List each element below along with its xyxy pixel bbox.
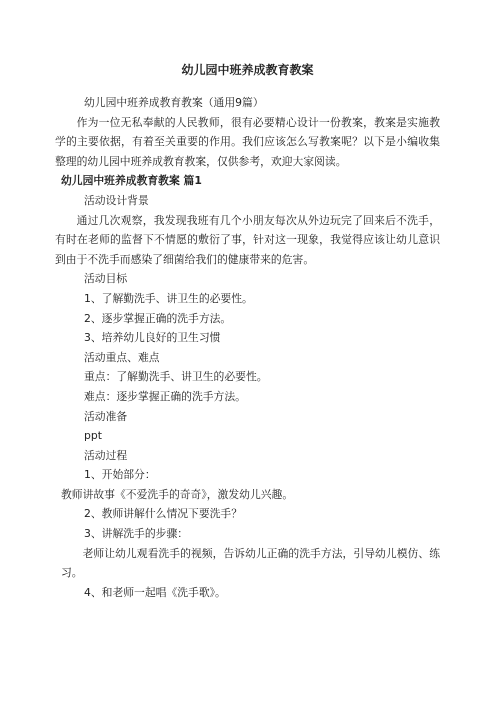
process-step-text: 教师讲故事《不爱洗手的奇奇》，激发幼儿兴趣。 [61, 487, 294, 501]
background-label: 活动设计背景 [84, 193, 149, 207]
process-label: 活动过程 [84, 448, 128, 462]
process-step: 2、教师讲解什么情况下要洗手？ [84, 507, 243, 521]
intro-paragraph: 作为一位无私奉献的人民教师，很有必要精心设计一份教案，教案是实施教学的主要依据，有着至关重要的作用。我们应该怎么写教案呢？以下是小编收集整理的幼儿园中班养成教育教案，仅供参考，欢迎大家阅读。 [55, 115, 440, 168]
process-step-text: 老师让幼儿观看洗手的视频，告诉幼儿正确的洗手方法，引导幼儿模仿、练习。 [61, 546, 440, 580]
document-title: 幼儿园中班养成教育教案 [181, 63, 314, 77]
difficulty-text: 难点：逐步掌握正确的洗手方法。 [84, 389, 246, 403]
process-step: 4、和老师一起唱《洗手歌》。 [84, 585, 226, 599]
goals-label: 活动目标 [84, 272, 128, 286]
prep-item: ppt [84, 429, 102, 443]
document-subtitle: 幼儿园中班养成教育教案（通用9篇） [84, 96, 264, 109]
keypoint-text: 重点：了解勤洗手、讲卫生的必要性。 [84, 370, 268, 384]
background-paragraph: 通过几次观察，我发现我班有几个小朋友每次从外边玩完了回来后不洗手，有时在老师的监督下不情愿的敷衍了事，针对这一现象，我觉得应该让幼儿意识到由于不洗手而感染了细菌给我们的健康带来的危害。 [55, 213, 440, 266]
goal-item: 1、了解勤洗手、讲卫生的必要性。 [84, 291, 253, 305]
prep-label: 活动准备 [84, 409, 128, 423]
section-heading: 幼儿园中班养成教育教案 篇1 [61, 174, 202, 188]
process-step: 1、开始部分： [84, 468, 156, 482]
process-step: 3、讲解洗手的步骤： [84, 527, 189, 541]
keypoints-label: 活动重点、难点 [84, 350, 160, 364]
goal-item: 3、培养幼儿良好的卫生习惯 [84, 331, 221, 345]
goal-item: 2、逐步掌握正确的洗手方法。 [84, 311, 232, 325]
